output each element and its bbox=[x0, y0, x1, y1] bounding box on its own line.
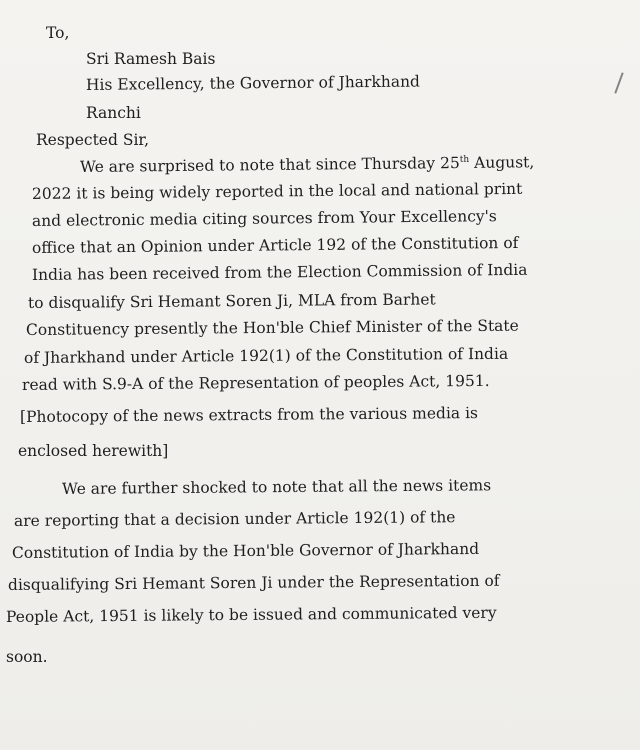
para2-line1: We are further shocked to note that all the news items bbox=[61, 476, 492, 498]
address-title: His Excellency, the Governor of Jharkhand bbox=[85, 72, 421, 94]
para2-line6: soon. bbox=[6, 648, 48, 666]
para1-line2: 2022 it is being widely reported in the local and national print bbox=[31, 179, 523, 203]
para1-line4: office that an Opinion under Article 192 of the Constitution of bbox=[31, 233, 519, 257]
para1-line1: We are surprised to note that since Thursday 25th August, bbox=[79, 153, 535, 176]
salutation: Respected Sir, bbox=[36, 131, 150, 149]
address-to: To, bbox=[46, 24, 70, 42]
para2-line3: Constitution of India by the Hon'ble Governor of Jharkhand bbox=[11, 539, 480, 562]
para1-line6: to disqualify Sri Hemant Soren Ji, MLA from Barhet bbox=[27, 290, 436, 312]
para1-line9: read with S.9-A of the Representation of peoples Act, 1951. bbox=[21, 371, 490, 394]
address-city: Ranchi bbox=[86, 104, 141, 122]
para2-line2: are reporting that a decision under Article 192(1) of the bbox=[13, 508, 456, 530]
address-name: Sri Ramesh Bais bbox=[86, 50, 216, 68]
para1-line3: and electronic media citing sources from Your Excellency's bbox=[31, 207, 497, 230]
para1-line10: [Photocopy of the news extracts from the various media is bbox=[19, 404, 479, 426]
para1-line7: Constituency presently the Hon'ble Chief Minister of the State bbox=[25, 316, 519, 339]
para1-line11: enclosed herewith] bbox=[18, 442, 169, 460]
pen-mark bbox=[614, 72, 623, 93]
para2-line4: disqualifying Sri Hemant Soren Ji under the Representation of bbox=[7, 571, 500, 594]
para2-line5: People Act, 1951 is likely to be issued and communicated very bbox=[5, 603, 497, 626]
para1-line8: of Jharkhand under Article 192(1) of the Constitution of India bbox=[23, 344, 509, 367]
para1-line5: India has been received from the Election Commission of India bbox=[31, 260, 528, 284]
